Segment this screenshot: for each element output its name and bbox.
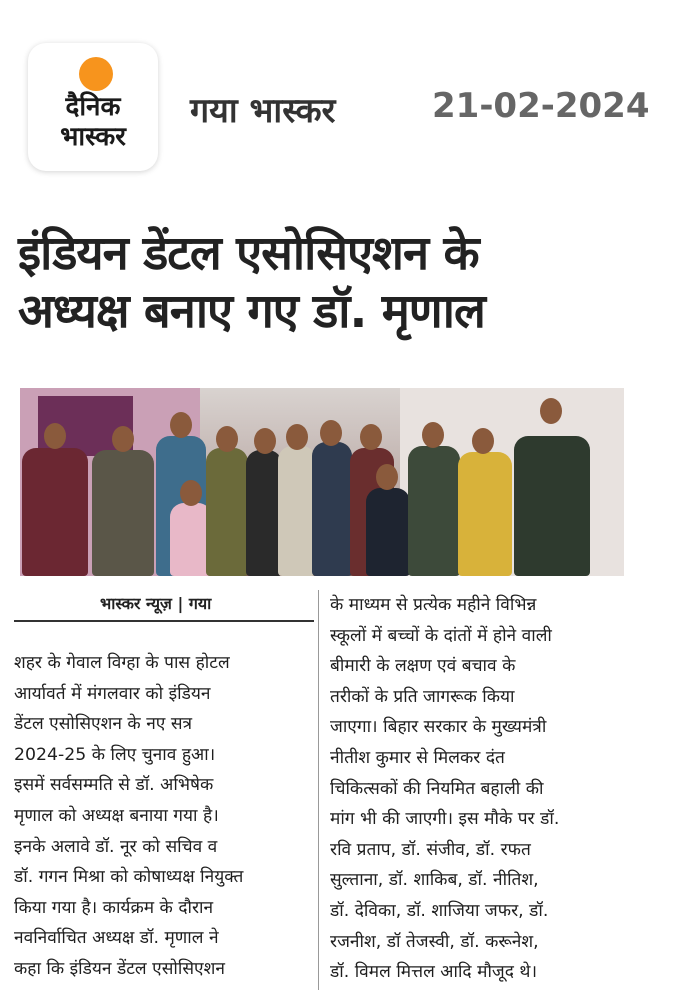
header — [0, 0, 678, 200]
person — [22, 448, 88, 576]
person — [92, 450, 154, 576]
article-line: नवनिर्वाचित अध्यक्ष डॉ. मृणाल ने — [14, 928, 219, 949]
article-line: डॉ. देविका, डॉ. शाजिया जफर, डॉ. — [330, 900, 549, 921]
article-line: मृणाल को अध्यक्ष बनाया गया है। — [14, 805, 219, 826]
group-photo — [20, 388, 624, 576]
person — [246, 450, 282, 576]
dainik-bhaskar-logo[interactable] — [28, 43, 158, 171]
article-line: कहा कि इंडियन डेंटल एसोसिएशन — [14, 958, 225, 979]
edition-date: 21-02-2024 — [432, 86, 650, 126]
article-line: तरीकों के प्रति जागरूक किया — [330, 686, 515, 707]
person — [278, 446, 316, 576]
article-line: बीमारी के लक्षण एवं बचाव के — [330, 656, 516, 677]
article-line: 2024-25 के लिए चुनाव हुआ। — [14, 744, 216, 765]
byline-rule — [14, 620, 314, 622]
edition-name: गया भास्कर — [190, 91, 336, 131]
headline — [18, 225, 658, 341]
byline: भास्कर न्यूज़ | गया — [100, 594, 212, 613]
person — [366, 488, 410, 576]
article-line: सुल्ताना, डॉ. शाकिब, डॉ. नीतिश, — [330, 870, 539, 891]
article-line: डेंटल एसोसिएशन के नए सत्र — [14, 714, 193, 735]
article-line: इनके अलावे डॉ. नूर को सचिव व — [14, 836, 218, 857]
article-line: के माध्यम से प्रत्येक महीने विभिन्न — [330, 595, 537, 615]
article-line: इसमें सर्वसम्मति से डॉ. अभिषेक — [14, 775, 214, 796]
article-line: स्कूलों में बच्चों के दांतों में होने वाली — [330, 625, 552, 646]
headline-line-2: अध्यक्ष बनाए गए डॉ. मृणाल — [18, 284, 485, 339]
article-line: आर्यावर्त में मंगलवार को इंडियन — [14, 683, 211, 704]
logo-line-1: दैनिक — [65, 92, 121, 122]
article-line: रवि प्रताप, डॉ. संजीव, डॉ. रफत — [330, 839, 531, 860]
article-column-right — [330, 590, 630, 988]
article-column-left — [14, 648, 316, 985]
article-line: मांग भी की जाएगी। इस मौके पर डॉ. — [330, 809, 560, 830]
person — [206, 448, 248, 576]
logo-line-2: भास्कर — [60, 122, 126, 152]
article-line: रजनीश, डॉ तेजस्वी, डॉ. करूनेश, — [330, 931, 539, 952]
person — [458, 452, 512, 576]
article-line: शहर के गेवाल विग्हा के पास होटल — [14, 653, 230, 673]
person — [514, 436, 590, 576]
article-line: डॉ. विमल मित्तल आदि मौजूद थे। — [330, 962, 537, 983]
person — [312, 442, 352, 576]
person — [408, 446, 460, 576]
column-divider — [318, 590, 319, 990]
article-line: किया गया है। कार्यक्रम के दौरान — [14, 897, 214, 918]
article-line: नीतीश कुमार से मिलकर दंत — [330, 747, 505, 768]
article-line: जाएगा। बिहार सरकार के मुख्यमंत्री — [330, 717, 547, 738]
headline-line-1: इंडियन डेंटल एसोसिएशन के — [18, 226, 479, 281]
article-line: डॉ. गगन मिश्रा को कोषाध्यक्ष नियुक्त — [14, 867, 244, 888]
article-line: चिकित्सकों की नियमित बहाली की — [330, 778, 544, 799]
sun-icon — [79, 57, 113, 91]
